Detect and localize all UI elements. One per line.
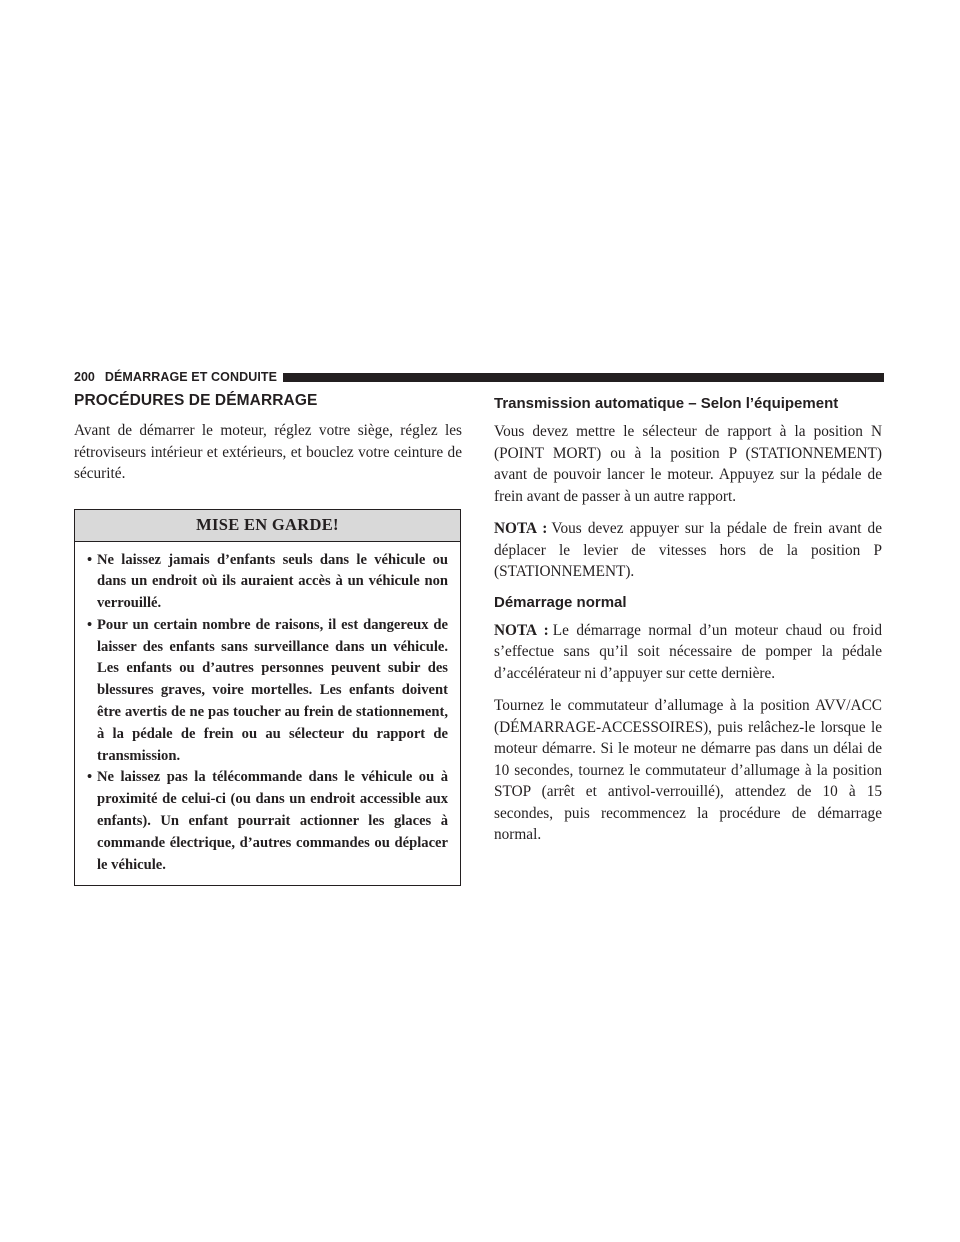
section-title: DÉMARRAGE ET CONDUITE [104, 370, 278, 384]
intro-paragraph: Avant de démarrer le moteur, réglez votre siège, réglez les rétroviseurs intérieur et extérieurs, et bouclez votre ceinture de sécurité. [74, 422, 462, 482]
warning-item [87, 615, 448, 768]
transmission-paragraph: Vous devez mettre le sélecteur de rapport à la position N (POINT MORT) ou à la position P (STATIONNEMENT) avant de pouvoir lancer le moteur. Appuyez sur la pédale de frein avant de passer à un autre rapport. [494, 423, 882, 505]
bullet-icon: • [87, 769, 93, 786]
warning-item-text: Ne laissez pas la télécommande dans le véhicule ou à proximité de celui-ci (ou dans un endroit accessible aux enfants). Un enfant pourrait actionner les glaces à commande électrique, d’autres commandes ou déplacer le véhicule. [97, 769, 448, 873]
heading-normal-start: Démarrage normal [494, 593, 627, 611]
left-column [74, 392, 462, 886]
warning-item [87, 767, 448, 876]
warning-title: MISE EN GARDE! [75, 510, 460, 542]
heading-procedures: PROCÉDURES DE DÉMARRAGE [74, 392, 318, 409]
right-column [494, 392, 882, 857]
header-rule [283, 373, 884, 382]
nota-text: Vous devez appuyer sur la pédale de frein avant de déplacer le levier de vitesses hors de la position P (STATIONNEMENT). [494, 520, 882, 580]
warning-item-text: Pour un certain nombre de raisons, il est dangereux de laisser des enfants sans surveillance dans un véhicule. Les enfants ou d’autres personnes peuvent subir des blessures graves, voire mortelles. Les enfants doivent être avertis de ne pas toucher au frein de stationnement, à la pédale de frein ou au sélecteur du rapport de transmission. [97, 616, 448, 764]
nota-paragraph-2 [494, 620, 882, 685]
warning-box [74, 509, 461, 887]
nota-label: NOTA : [494, 621, 549, 639]
page-number: 200 [74, 370, 95, 384]
warning-item [87, 550, 448, 615]
warning-list [75, 542, 460, 886]
bullet-icon: • [87, 616, 93, 633]
page-header [74, 370, 884, 384]
nota-text: Le démarrage normal d’un moteur chaud ou froid s’effectue sans qu’il soit nécessaire de pomper la pédale d’accélérateur ni d’appuyer sur cette dernière. [494, 621, 882, 682]
bullet-icon: • [87, 551, 93, 568]
nota-label: NOTA : [494, 520, 548, 537]
ignition-paragraph: Tournez le commutateur d’allumage à la position AVV/ACC (DÉMARRAGE-ACCESSOIRES), puis relâchez-le lorsque le moteur démarre. Si le moteur ne démarre pas dans un délai de 10 secondes, tournez le commutateur d’allumage à la position STOP (arrêt et antivol-verrouillé), attendez de 10 à 15 secondes, puis recommencez la procédure de démarrage normal. [494, 697, 882, 843]
heading-transmission: Transmission automatique – Selon l’équipement [494, 395, 839, 412]
nota-paragraph-1 [494, 518, 882, 583]
warning-item-text: Ne laissez jamais d’enfants seuls dans le véhicule ou dans un endroit où ils auraient accès à un véhicule non verrouillé. [97, 551, 448, 612]
